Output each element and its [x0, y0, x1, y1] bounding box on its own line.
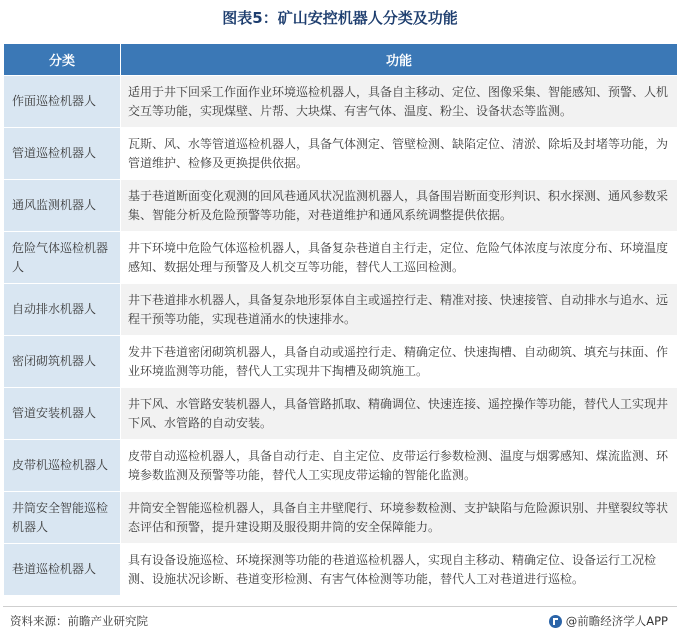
row-function: 皮带自动巡检机器人，具备自动行走、自主定位、皮带运行参数检测、温度与烟雾感知、煤流监测、环境参数监测及预警等功能，替代人工实现皮带运输的智能化监测。 — [121, 440, 678, 492]
table-row — [4, 544, 678, 596]
qianzhan-logo-icon — [549, 615, 562, 628]
brand-text: @前瞻经济学人APP — [565, 614, 668, 628]
table-row — [4, 336, 678, 388]
footer — [0, 611, 680, 631]
table-row — [4, 128, 678, 180]
table-row — [4, 284, 678, 336]
row-category: 管道巡检机器人 — [4, 128, 121, 180]
row-category: 作面巡检机器人 — [4, 76, 121, 128]
row-function: 瓦斯、风、水等管道巡检机器人，具备气体测定、管壁检测、缺陷定位、清淤、除垢及封堵等功能，为管道维护、检修及更换提供依据。 — [121, 128, 678, 180]
row-category: 危险气体巡检机器人 — [4, 232, 121, 284]
table-row — [4, 76, 678, 128]
table-row — [4, 180, 678, 232]
classification-table — [3, 43, 678, 596]
source-note: 资料来源：前瞻产业研究院 — [10, 614, 148, 628]
row-function: 基于巷道断面变化观测的回风巷通风状况监测机器人，具备围岩断面变形判识、积水探测、通风参数采集、智能分析及危险预警等功能，对巷道维护和通风系统调整提供依据。 — [121, 180, 678, 232]
row-function: 发井下巷道密闭砌筑机器人，具备自动或遥控行走、精确定位、快速掏槽、自动砌筑、填充与抹面、作业环境监测等功能，替代人工实现井下掏槽及砌筑施工。 — [121, 336, 678, 388]
row-function: 适用于井下回采工作面作业环境巡检机器人，具备自主移动、定位、图像采集、智能感知、预警、人机交互等功能，实现煤壁、片帮、大块煤、有害气体、温度、粉尘、设备状态等监测。 — [121, 76, 678, 128]
footer-divider — [3, 606, 677, 607]
classification-table-container — [3, 43, 677, 596]
row-function: 井下环境中危险气体巡检机器人，具备复杂巷道自主行走，定位、危险气体浓度与浓度分布、环境温度感知、数据处理与预警及人机交互等功能，替代人工巡回检测。 — [121, 232, 678, 284]
row-function: 井下风、水管路安装机器人，具备管路抓取、精确调位、快速连接、遥控操作等功能，替代人工实现井下风、水管路的自动安装。 — [121, 388, 678, 440]
table-header-row — [4, 44, 678, 76]
row-function: 井下巷道排水机器人，具备复杂地形泵体自主或遥控行走、精准对接、快速接管、自动排水与追水、远程干预等功能，实现巷道涌水的快速排水。 — [121, 284, 678, 336]
header-category: 分类 — [4, 44, 121, 76]
table-row — [4, 440, 678, 492]
row-category: 巷道巡检机器人 — [4, 544, 121, 596]
row-category: 皮带机巡检机器人 — [4, 440, 121, 492]
row-category: 井筒安全智能巡检机器人 — [4, 492, 121, 544]
table-row — [4, 388, 678, 440]
row-category: 通风监测机器人 — [4, 180, 121, 232]
chart-title: 图表5：矿山安控机器人分类及功能 — [222, 9, 458, 27]
brand-credit — [549, 613, 668, 629]
header-function: 功能 — [121, 44, 678, 76]
row-category: 管道安装机器人 — [4, 388, 121, 440]
row-category: 密闭砌筑机器人 — [4, 336, 121, 388]
table-row — [4, 232, 678, 284]
row-category: 自动排水机器人 — [4, 284, 121, 336]
row-function: 井筒安全智能巡检机器人，具备自主井壁爬行、环境参数检测、支护缺陷与危险源识别、井壁裂纹等状态评估和预警，提升建设期及服役期井筒的安全保障能力。 — [121, 492, 678, 544]
row-function: 具有设备设施巡检、环境探测等功能的巷道巡检机器人，实现自主移动、精确定位、设备运行工况检测、设施状况诊断、巷道变形检测、有害气体检测等功能，替代人工对巷道进行巡检。 — [121, 544, 678, 596]
table-row — [4, 492, 678, 544]
